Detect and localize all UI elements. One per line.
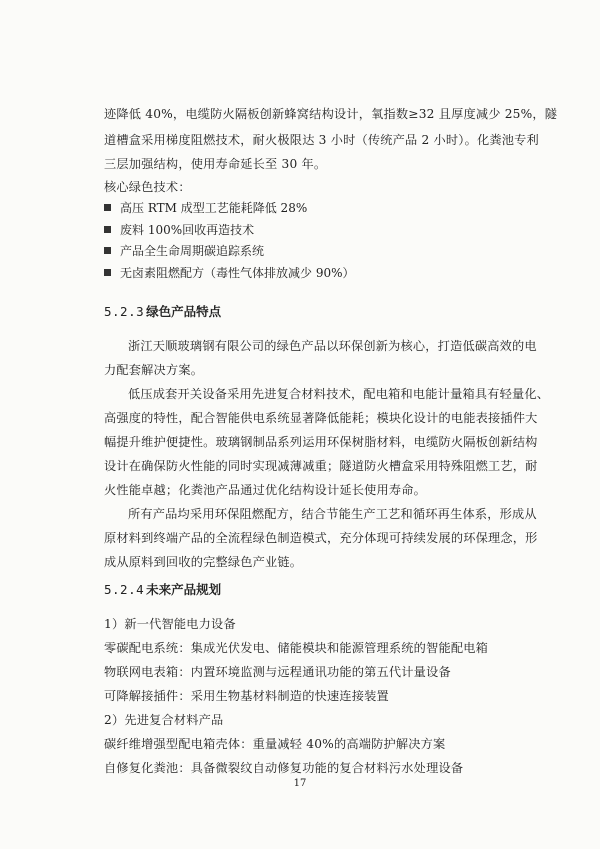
core-item-1: 高压 RTM 成型工艺能耗降低 28% bbox=[104, 200, 307, 216]
page-number: 17 bbox=[293, 778, 307, 789]
section-heading-5-2-4: 5.2.4 未来产品规划 bbox=[104, 582, 222, 597]
plan-line-3: 物联网电表箱：内置环境监测与远程通讯功能的第五代计量设备 bbox=[104, 665, 451, 679]
core-item-2: 废料 100%回收再造技术 bbox=[104, 222, 254, 238]
para3-line-2: 原材料到终端产品的全流程绿色制造模式，充分体现可持续发展的环保理念，形 bbox=[104, 531, 538, 545]
plan-line-7: 自修复化粪池：具备微裂纹自动修复功能的复合材料污水处理设备 bbox=[104, 761, 464, 775]
square-bullet-icon bbox=[104, 269, 111, 276]
para2-line-2: 高强度的特性，配合智能供电系统显著降低能耗；模块化设计的电能表接插件大 bbox=[104, 411, 538, 425]
para3-line-1: 所有产品均采用环保阻燃配方，结合节能生产工艺和循环再生体系，形成从 bbox=[128, 507, 537, 521]
para3-line-3: 成从原料到回收的完整绿色产业链。 bbox=[104, 555, 303, 569]
plan-line-6: 碳纤维增强型配电箱壳体：重量减轻 40%的高端防护解决方案 bbox=[104, 737, 446, 751]
plan-line-4: 可降解接插件：采用生物基材料制造的快速连接装置 bbox=[104, 689, 389, 703]
core-item-3: 产品全生命周期碳追踪系统 bbox=[104, 243, 264, 259]
square-bullet-icon bbox=[104, 226, 111, 233]
para1-line-2: 力配套解决方案。 bbox=[104, 363, 204, 377]
para2-line-5: 火性能卓越；化粪池产品通过优化结构设计延长使用寿命。 bbox=[104, 483, 427, 497]
para1-line-1: 浙江天顺玻璃钢有限公司的绿色产品以环保创新为核心，打造低碳高效的电 bbox=[128, 339, 537, 353]
square-bullet-icon bbox=[104, 247, 111, 254]
core-item-4: 无卤素阻燃配方（毒性气体排放减少 90%） bbox=[104, 265, 355, 281]
intro-line-3: 三层加强结构，使用寿命延长至 30 年。 bbox=[104, 157, 327, 171]
plan-line-1: 1）新一代智能电力设备 bbox=[104, 617, 236, 631]
core-tech-label: 核心绿色技术： bbox=[104, 180, 191, 194]
plan-line-2: 零碳配电系统：集成光伏发电、储能模块和能源管理系统的智能配电箱 bbox=[104, 641, 489, 655]
intro-line-1: 迹降低 40%，电缆防火隔板创新蜂窝结构设计，氧指数≥32 且厚度减少 25%，隧 bbox=[104, 107, 558, 121]
section-heading-5-2-3: 5.2.3 绿色产品特点 bbox=[104, 304, 222, 319]
intro-line-2: 道槽盒采用梯度阻燃技术，耐火极限达 3 小时（传统产品 2 小时）。化粪池专利 bbox=[104, 133, 539, 147]
plan-line-5: 2）先进复合材料产品 bbox=[104, 713, 224, 727]
para2-line-3: 幅提升维护便捷性。玻璃钢制品系列运用环保树脂材料，电缆防火隔板创新结构 bbox=[104, 435, 538, 449]
para2-line-1: 低压成套开关设备采用先进复合材料技术，配电箱和电能计量箱具有轻量化、 bbox=[128, 387, 550, 401]
square-bullet-icon bbox=[104, 204, 111, 211]
para2-line-4: 设计在确保防火性能的同时实现减薄减重；隧道防火槽盒采用特殊阻燃工艺，耐 bbox=[104, 459, 538, 473]
